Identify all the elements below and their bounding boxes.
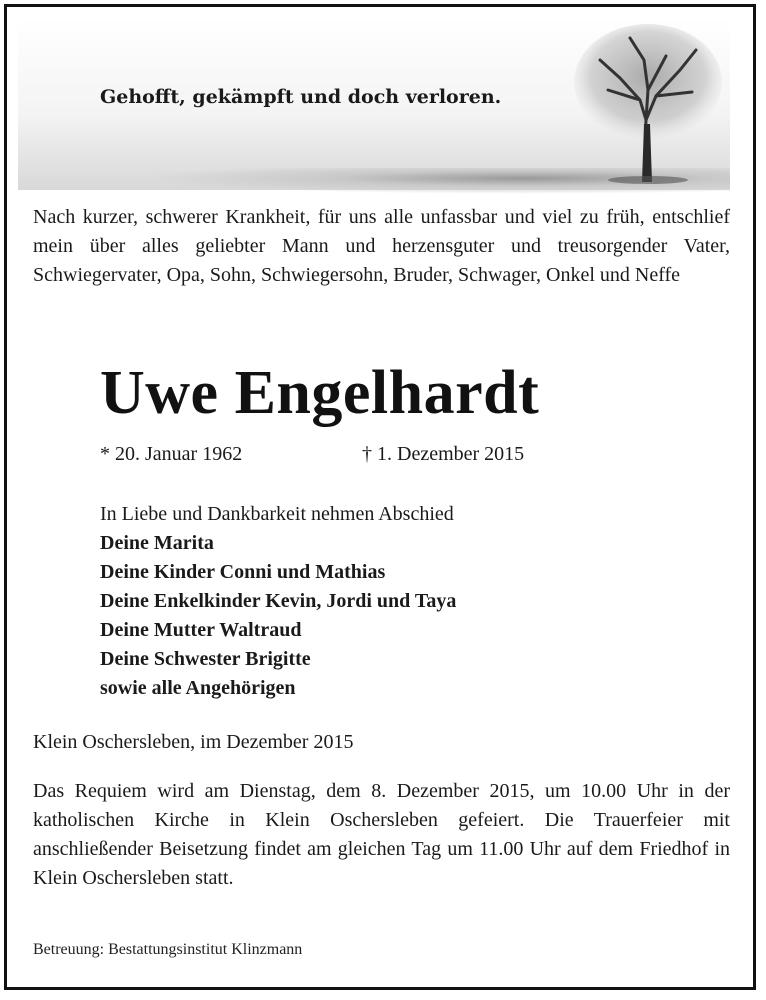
- funeral-home-credit: Betreuung: Bestattungsinstitut Klinzmann: [33, 941, 303, 958]
- service-text: Das Requiem wird am Dienstag, dem 8. Dezember 2015, um 10.00 Uhr in der katholischen Kirche in Klein Oschersleben gefeiert. Die Trauerfeier mit anschließender Beisetzung findet am gleichen Tag um 11.00 Uhr auf dem Friedhof in Klein Oschersleben statt.: [33, 780, 730, 889]
- mourner-line: sowie alle Angehörigen: [100, 677, 296, 699]
- mourner-line: Deine Enkelkinder Kevin, Jordi und Taya: [100, 590, 457, 612]
- mourner-line: Deine Marita: [100, 532, 214, 554]
- motto: Gehofft, gekämpft und doch verloren.: [100, 86, 502, 108]
- deceased-name: Uwe Engelhardt: [100, 359, 540, 427]
- mourner-line: Deine Mutter Waltraud: [100, 619, 302, 641]
- tree-icon: [570, 20, 730, 185]
- place-date: Klein Oschersleben, im Dezember 2015: [33, 731, 354, 753]
- mourners-block: [100, 500, 456, 703]
- death-date: † 1. Dezember 2015: [362, 443, 525, 465]
- intro-text: Nach kurzer, schwerer Krankheit, für uns alle unfassbar und viel zu früh, entschlief mein über alles geliebter Mann und herzensguter und treusorgender Vater, Schwiegervater, Opa, Sohn, Schwiegersohn, Bruder, Schwager, Onkel und Neffe: [33, 206, 730, 286]
- mourner-line: Deine Schwester Brigitte: [100, 648, 311, 670]
- birth-date: * 20. Januar 1962: [100, 443, 243, 465]
- mourner-line: Deine Kinder Conni und Mathias: [100, 561, 386, 583]
- farewell-heading: In Liebe und Dankbarkeit nehmen Abschied: [100, 503, 454, 525]
